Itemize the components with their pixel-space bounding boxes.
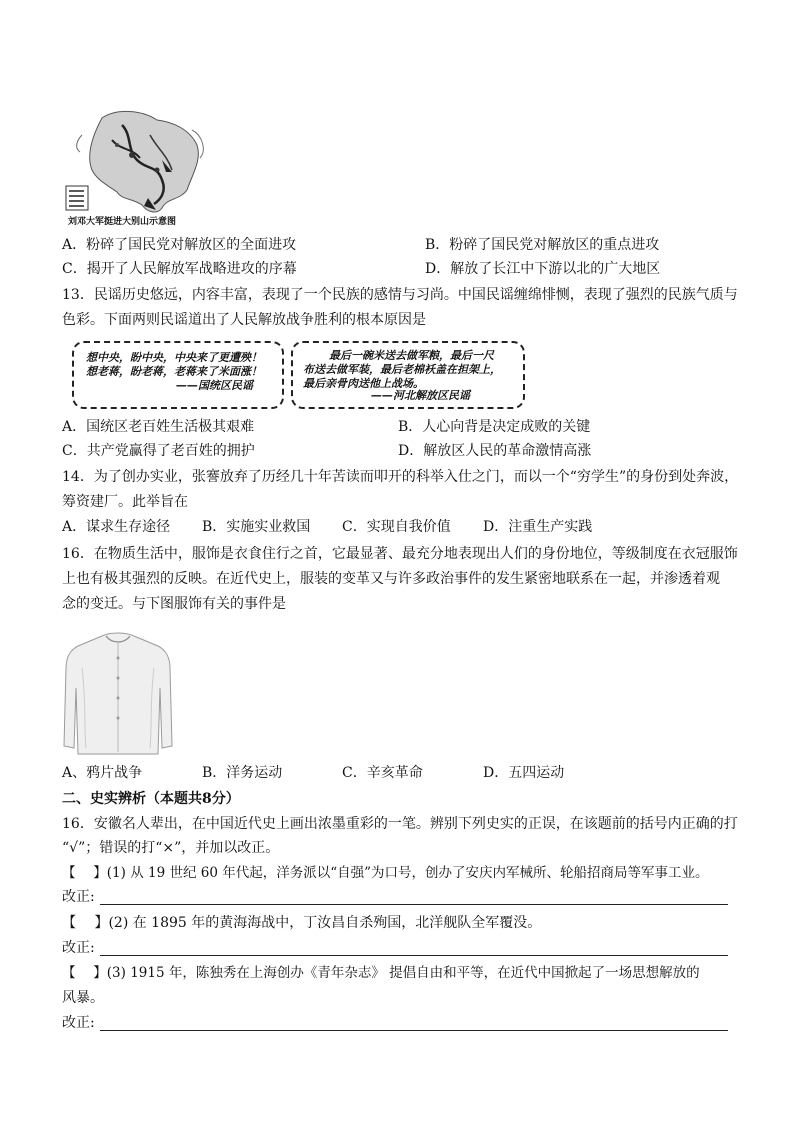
q14-option-c: C．实现自我价值 — [342, 519, 451, 535]
q12-option-a: A．粉碎了国民党对解放区的全面进攻 — [62, 237, 297, 253]
q14-option-a: A．谋求生存途径 — [62, 519, 171, 535]
ballad-right-line-1: 最后一碗米送去做军粮，最后一尺 — [329, 349, 494, 362]
ballad-right-line-3: 最后亲骨肉送他上战场。 — [303, 377, 424, 390]
q12-option-d: D．解放了长江中下游以北的广大地区 — [425, 261, 661, 277]
correction-label-2: 改正: — [62, 940, 95, 956]
ballad-right-source: ——河北解放区民谣 — [371, 389, 470, 402]
q12-option-c: C．揭开了人民解放军战略进攻的序幕 — [62, 261, 297, 277]
correction-label-1: 改正: — [62, 889, 95, 905]
q14-option-b: B．实施实业救国 — [202, 519, 311, 535]
correction-line-3[interactable] — [100, 1030, 728, 1031]
q14-stem-line-2: 筹资建厂。此举旨在 — [62, 494, 188, 510]
correction-label-3: 改正: — [62, 1015, 95, 1031]
fact-item-2: 【 】(2) 在 1895 年的黄海海战中，丁汝昌自杀殉国，北洋舰队全军覆没。 — [62, 915, 542, 931]
q16-stem-line-1: 16．在物质生活中，服饰是衣食住行之首，它最显著、最充分地表现出人们的身份地位，等级制度在衣冠服饰 — [62, 546, 738, 562]
ballad-box-left — [72, 341, 284, 409]
correction-line-2[interactable] — [100, 955, 728, 956]
ballad-left-source: ——国统区民谣 — [176, 379, 253, 392]
ballad-left-line-2: 想老蒋，盼老蒋，老蒋来了米面涨！ — [86, 365, 262, 378]
q12-option-b: B．粉碎了国民党对解放区的重点进攻 — [425, 237, 660, 253]
march-map-figure — [62, 100, 212, 230]
map-caption: 刘邓大军挺进大别山示意图 — [68, 217, 177, 227]
tunic-garment-figure — [62, 628, 174, 758]
fact-item-1: 【 】(1) 从 19 世纪 60 年代起，洋务派以“自强”为口号，创办了安庆内军械所、轮船招商局等军事工业。 — [62, 865, 709, 881]
q13-option-a: A．国统区老百姓生活极其艰难 — [62, 419, 255, 435]
q16-option-b: B．洋务运动 — [202, 765, 283, 781]
fact-item-3-line-2: 风暴。 — [62, 990, 104, 1006]
q13-stem-line-2: 色彩。下面两则民谣道出了人民解放战争胜利的根本原因是 — [62, 312, 426, 328]
ballad-box-right — [291, 341, 525, 409]
q13-option-b: B．人心向背是决定成败的关键 — [398, 419, 591, 435]
section-2-intro-line-2: “√”；错误的打“×”，并加以改正。 — [62, 840, 280, 856]
q16-option-d: D．五四运动 — [483, 765, 565, 781]
q14-stem-line-1: 14．为了创办实业，张謇放弃了历经几十年苦读而叩开的科举入仕之门，而以一个“穷学生”的身份到处奔波， — [62, 469, 739, 485]
section-2-intro-line-1: 16．安徽名人辈出，在中国近代史上画出浓墨重彩的一笔。辨别下列史实的正误，在该题前的括号内正确的打 — [62, 816, 738, 832]
q16-stem-line-2: 上也有极其强烈的反映。在近代史上，服装的变革又与许多政治事件的发生紧密地联系在一起，并渗透着观 — [62, 571, 720, 587]
fact-item-3-line-1: 【 】(3) 1915 年，陈独秀在上海创办《青年杂志》 提倡自由和平等，在近代中国掀起了一场思想解放的 — [62, 965, 700, 981]
ballad-left-line-1: 想中央，盼中央，中央来了更遭殃！ — [86, 351, 262, 364]
q13-option-c: C．共产党赢得了老百姓的拥护 — [62, 443, 255, 459]
ballad-right-line-2: 布送去做军装，最后老棉袄盖在担架上， — [303, 363, 501, 376]
q13-option-d: D．解放区人民的革命激情高涨 — [398, 443, 592, 459]
q16-option-c: C．辛亥革命 — [342, 765, 423, 781]
q14-option-d: D．注重生产实践 — [483, 519, 593, 535]
correction-line-1[interactable] — [100, 904, 728, 905]
section-2-heading: 二、史实辨析（本题共8分） — [62, 791, 240, 807]
q16-option-a: A、鸦片战争 — [62, 765, 143, 781]
q13-stem-line-1: 13．民谣历史悠远，内容丰富，表现了一个民族的感情与习尚。中国民谣缠绵悱恻，表现了强烈的民族气质与 — [62, 287, 738, 303]
q16-stem-line-3: 念的变迁。与下图服饰有关的事件是 — [62, 596, 286, 612]
